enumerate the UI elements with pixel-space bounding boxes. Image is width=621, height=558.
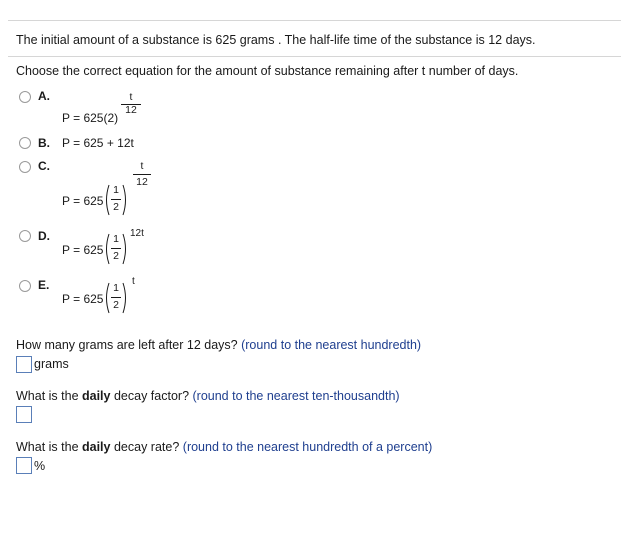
intro-text: The initial amount of a substance is 625 grams . The half-life time of the substance is 12 days. xyxy=(16,33,536,47)
question-decay-rate-bold: daily xyxy=(82,440,111,454)
grams-unit-label: grams xyxy=(34,357,69,371)
option-e-left-paren xyxy=(104,282,110,314)
option-a-exponent-numerator: t xyxy=(129,91,133,103)
option-a-exponent-denominator: 12 xyxy=(125,104,137,116)
option-c-left-paren xyxy=(104,184,110,216)
question-grams-left-text: How many grams are left after 12 days? xyxy=(16,338,238,352)
option-c-fraction-numerator: 1 xyxy=(113,184,119,196)
option-d-radio[interactable] xyxy=(19,230,31,242)
question-decay-rate-pre: What is the xyxy=(16,440,82,454)
option-e-radio[interactable] xyxy=(19,280,31,292)
question-decay-rate-post: decay rate? xyxy=(110,440,180,454)
question-grams-left-hint: (round to the nearest hundredth) xyxy=(241,338,422,352)
option-a-radio[interactable] xyxy=(19,91,31,103)
question-equation-prompt: Choose the correct equation for the amount of substance remaining after t number of days. xyxy=(16,64,519,78)
question-decay-rate xyxy=(16,440,432,454)
option-d-right-paren xyxy=(122,233,128,265)
option-c-exponent-numerator: t xyxy=(140,160,144,172)
option-d-left-paren xyxy=(104,233,110,265)
question-grams-left xyxy=(16,338,421,352)
option-d-fraction-bar xyxy=(111,248,121,249)
intro-divider xyxy=(8,56,621,57)
option-d-exponent: 12t xyxy=(130,228,144,239)
option-a-equation: P = 625(2) xyxy=(62,111,119,125)
option-c-right-paren xyxy=(122,184,128,216)
option-c-equation: P = 625 xyxy=(62,194,104,208)
question-decay-factor-bold: daily xyxy=(82,389,111,403)
option-e-fraction-denominator: 2 xyxy=(113,299,119,311)
option-b-letter: B. xyxy=(38,136,50,150)
option-e-fraction-numerator: 1 xyxy=(113,282,119,294)
option-d-letter: D. xyxy=(38,229,50,243)
decay-factor-answer-input[interactable] xyxy=(16,406,32,423)
option-b-equation: P = 625 + 12t xyxy=(62,136,134,150)
option-e-letter: E. xyxy=(38,278,50,292)
option-c-exponent-denominator: 12 xyxy=(136,176,148,188)
option-e-equation: P = 625 xyxy=(62,292,104,306)
option-c-fraction-denominator: 2 xyxy=(113,201,119,213)
option-d-fraction-numerator: 1 xyxy=(113,233,119,245)
option-c-radio[interactable] xyxy=(19,161,31,173)
option-d-equation: P = 625 xyxy=(62,243,104,257)
question-decay-factor-post: decay factor? xyxy=(110,389,190,403)
question-decay-factor-pre: What is the xyxy=(16,389,82,403)
grams-answer-input[interactable] xyxy=(16,356,32,373)
option-b-radio[interactable] xyxy=(19,137,31,149)
question-decay-rate-hint: (round to the nearest hundredth of a percent) xyxy=(182,440,433,454)
question-decay-factor xyxy=(16,389,400,403)
option-e-right-paren xyxy=(122,282,128,314)
percent-unit-label: % xyxy=(34,459,46,473)
option-d-fraction-denominator: 2 xyxy=(113,250,119,262)
option-c-exponent-bar xyxy=(133,174,151,175)
question-decay-factor-hint: (round to the nearest ten-thousandth) xyxy=(192,389,400,403)
option-a-letter: A. xyxy=(38,89,50,103)
decay-rate-answer-input[interactable] xyxy=(16,457,32,474)
option-e-fraction-bar xyxy=(111,297,121,298)
option-c-letter: C. xyxy=(38,159,50,173)
option-e-exponent: t xyxy=(132,276,135,287)
top-divider xyxy=(8,20,621,21)
option-c-fraction-bar xyxy=(111,199,121,200)
